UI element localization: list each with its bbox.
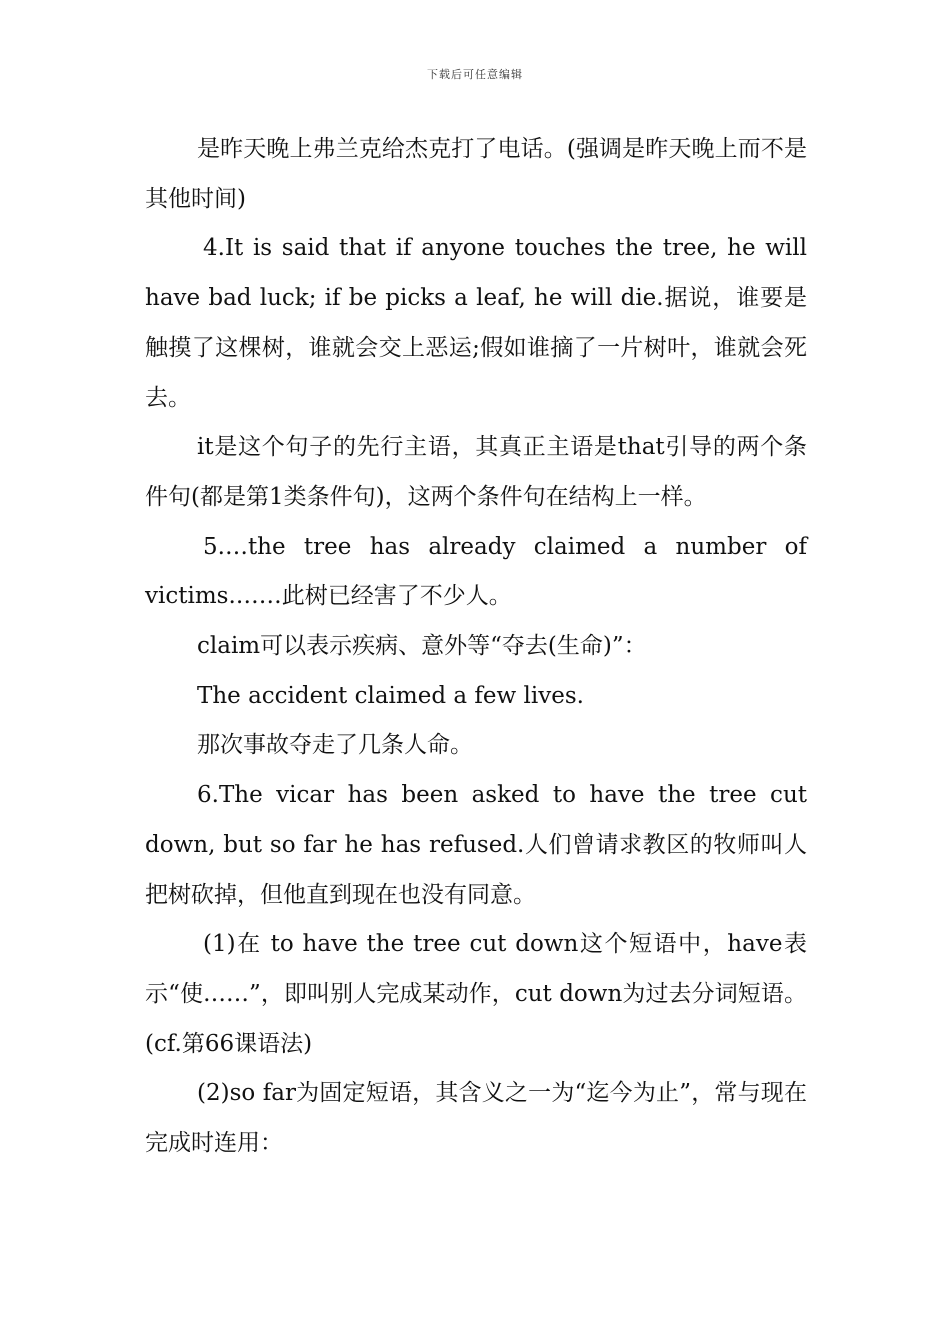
paragraph-claim-note: claim可以表示疾病、意外等“夺去(生命)”： [197,633,647,660]
paragraph-note-1: (1)在 to have the tree cut down这个短语中，have表示“使……”，即叫别人完成某动作，cut down为过去分词短语。(cf.第66课语法) [145,931,807,1057]
page-header: 下载后可任意编辑 [427,68,523,81]
paragraph-item-5: 5.…the tree has already claimed a number of victims.……此树已经害了不少人。 [145,533,807,610]
paragraph-emphasis-note: 是昨天晚上弗兰克给杰克打了电话。(强调是昨天晚上而不是其他时间) [145,136,807,212]
document-body [145,125,807,1169]
paragraph-example-chinese: 那次事故夺走了几条人命。 [197,732,473,759]
paragraph-item-4: 4.It is said that if anyone touches the tree, he will have bad luck; if be picks a leaf, he will die.据说，谁要是触摸了这棵树，谁就会交上恶运;假如谁摘了一片树叶，谁就会死去。 [145,235,807,411]
paragraph-example-english: The accident claimed a few lives. [197,682,584,709]
paragraph-item-6: 6.The vicar has been asked to have the tree cut down, but so far he has refused.人们曾请求教区的牧师叫人把树砍掉，但他直到现在也没有同意。 [145,782,807,908]
paragraph-it-subject-note: it是这个句子的先行主语，其真正主语是that引导的两个条件句(都是第1类条件句)，这两个条件句在结构上一样。 [145,434,807,510]
paragraph-note-2: (2)so far为固定短语，其含义之一为“迄今为止”，常与现在完成时连用： [145,1080,807,1157]
